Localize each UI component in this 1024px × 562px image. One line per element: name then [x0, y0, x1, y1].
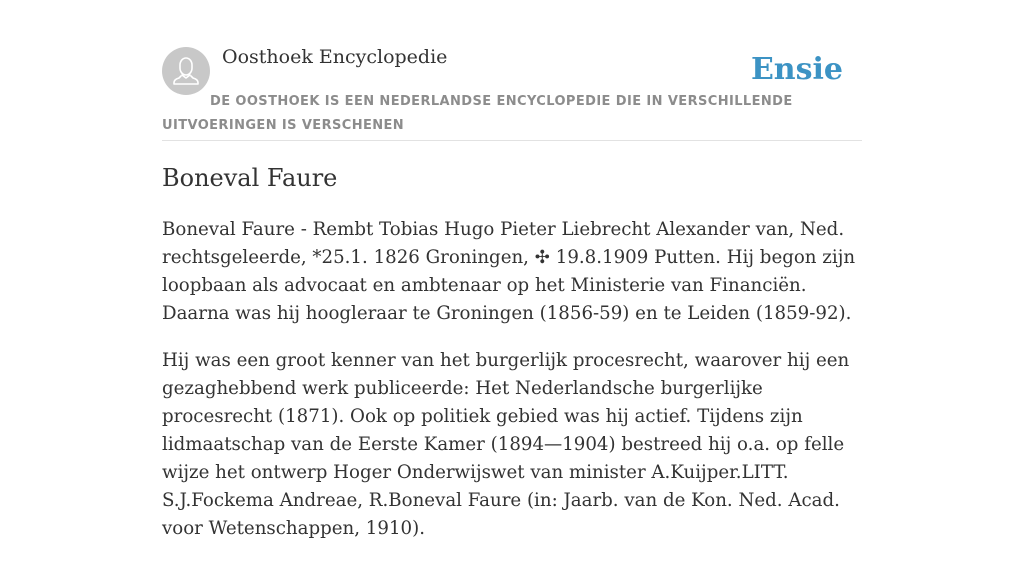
site-title[interactable]: Oosthoek Encyclopedie [222, 46, 448, 68]
site-tagline: DE OOSTHOEK IS EEN NEDERLANDSE ENCYCLOPEDIE DIE IN VERSCHILLENDE UITVOERINGEN IS VERSCHENEN [162, 94, 793, 133]
page [162, 0, 862, 539]
site-header [162, 0, 862, 141]
article-title: Boneval Faure [162, 164, 338, 192]
user-silhouette-icon[interactable] [162, 47, 210, 95]
brand-logo[interactable]: Ensie [750, 52, 843, 87]
article-paragraph: Hij was een groot kenner van het burgerlijk procesrecht, waarover hij een gezaghebbend werk publiceerde: Het Nederlandsche burgerlijke procesrecht (1871). Ook op politiek gebied was hij actief. Tijdens zijn lidmaatschap van de Eerste Kamer (1894—1904) bestreed hij o.a. op felle wijze het ontwerp Hoger Onderwijswet van minister A.Kuijper.LITT. S.J.Fockema Andreae, R.Boneval Faure (in: Jaarb. van de Kon. Ned. Acad. voor Wetenschappen, 1910). [162, 350, 850, 539]
article-body [162, 216, 864, 562]
article-paragraph: Boneval Faure - Rembt Tobias Hugo Pieter Liebrecht Alexander van, Ned. rechtsgeleerde, *25.1. 1826 Groningen, ✣ 19.8.1909 Putten. Hij begon zijn loopbaan als advocaat en ambtenaar op het Ministerie van Financiën. Daarna was hij hoogleraar te Groningen (1856-59) en te Leiden (1859-92). [162, 219, 856, 324]
